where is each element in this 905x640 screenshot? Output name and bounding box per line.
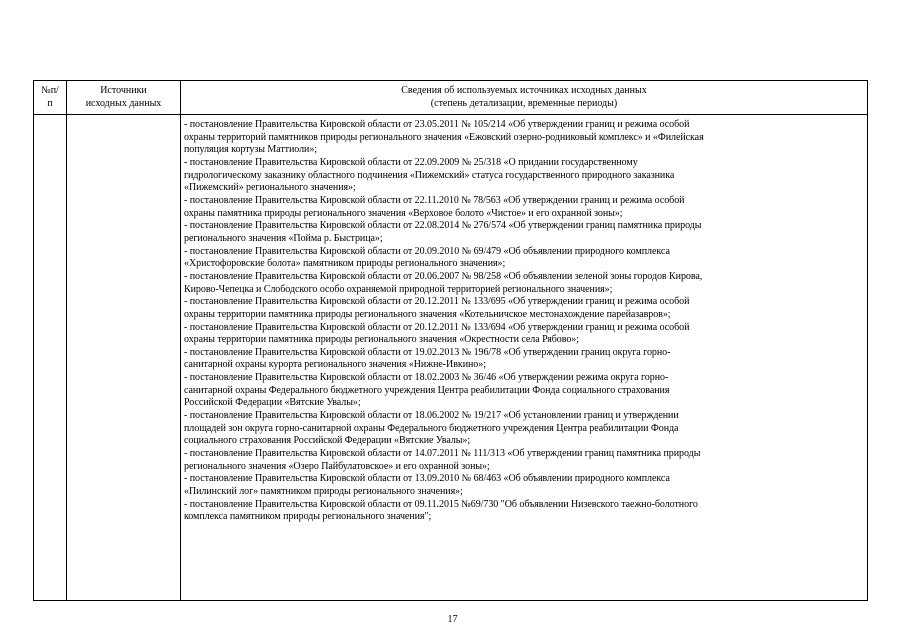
entry-line: Кирово-Чепецка и Слободского особо охраняемой природной территорией регионального значения»; xyxy=(184,283,613,295)
header-info-line2: (степень детализации, временные периоды) xyxy=(430,97,618,109)
entry-line: охраны памятника природы регионального значения «Верховое болото «Чистое» и его охранной зоны»; xyxy=(184,207,623,219)
list-item xyxy=(184,246,864,271)
entry-line: - постановление Правительства Кировской области от 18.02.2003 № 36/46 «Об утверждении режима округа горно- xyxy=(184,372,669,384)
table-header-row xyxy=(34,81,868,115)
header-number-line2: п xyxy=(47,97,53,109)
entry-line: площадей зон округа горно-санитарной охраны Федерального бюджетного учреждения Центра реабилитации Фонда xyxy=(184,422,679,434)
entry-line: охраны территории памятника природы регионального значения «Котельничское местонахождение парейазавров»; xyxy=(184,308,671,320)
entry-line: - постановление Правительства Кировской области от 20.12.2011 № 133/695 «Об утверждении границ и режима особой xyxy=(184,296,690,308)
list-item xyxy=(184,119,864,157)
list-item xyxy=(184,499,864,524)
entry-line: - постановление Правительства Кировской области от 19.02.2013 № 196/78 «Об утверждении границ округа горно- xyxy=(184,346,671,358)
entry-line: популяция кортузы Маттиоли»; xyxy=(184,144,318,156)
row-info-cell xyxy=(181,115,868,601)
entry-line: санитарной охраны Федерального бюджетного учреждения Центра реабилитации Фонда социального страхования xyxy=(184,384,670,396)
entry-line: - постановление Правительства Кировской области от 20.12.2011 № 133/694 «Об утверждении границ и режима особой xyxy=(184,321,690,333)
header-info xyxy=(181,81,868,115)
entry-line: - постановление Правительства Кировской области от 22.11.2010 № 78/563 «Об утверждении границ и режима особой xyxy=(184,194,685,206)
entry-line: - постановление Правительства Кировской области от 22.08.2014 № 276/574 «Об утверждении границ памятника природы xyxy=(184,220,702,232)
entry-line: «Пилинский лог» памятником природы регионального значения»; xyxy=(184,486,463,498)
list-item xyxy=(184,448,864,473)
entry-line: «Христофоровские болота» памятником природы регионального значения»; xyxy=(184,258,506,270)
list-item xyxy=(184,195,864,220)
entries-list xyxy=(184,119,864,524)
entry-line: - постановление Правительства Кировской области от 20.09.2010 № 69/479 «Об объявлении природного комплекса xyxy=(184,245,670,257)
list-item xyxy=(184,473,864,498)
header-sources xyxy=(67,81,181,115)
entry-line: - постановление Правительства Кировской области от 22.09.2009 № 25/318 «О придании государственному xyxy=(184,156,638,168)
entry-line: охраны территории памятника природы регионального значения «Окрестности села Рябово»; xyxy=(184,334,579,346)
header-number-line1: №п/ xyxy=(41,85,59,96)
entry-line: регионального значения «Озеро Пайбулатовское» и его охранной зоны»; xyxy=(184,460,490,472)
header-sources-line2: исходных данных xyxy=(85,97,162,109)
table-row xyxy=(34,115,868,601)
entry-line: - постановление Правительства Кировской области от 14.07.2011 № 111/313 «Об утверждении границ памятника природы xyxy=(184,448,701,460)
header-number xyxy=(34,81,67,115)
header-info-line1: Сведения об используемых источниках исходных данных xyxy=(401,85,647,96)
list-item xyxy=(184,296,864,321)
entry-line: - постановление Правительства Кировской области от 20.06.2007 № 98/258 «Об объявлении зеленой зоны городов Кирова, xyxy=(184,270,703,282)
row-number-cell xyxy=(34,115,67,601)
entry-line: «Пижемский» регионального значения»; xyxy=(184,182,356,194)
entry-line: регионального значения «Пойма р. Быстрица»; xyxy=(184,232,383,244)
list-item xyxy=(184,322,864,347)
entry-line: - постановление Правительства Кировской области от 13.09.2010 № 68/463 «Об объявлении природного комплекса xyxy=(184,473,670,485)
list-item xyxy=(184,410,864,448)
entry-line: - постановление Правительства Кировской области от 09.11.2015 №69/730 "Об объявлении Низевского таежно-болотного xyxy=(184,498,698,510)
entry-line: гидрологическому заказнику областного подчинения «Пижемский» статуса государственного природного заказника xyxy=(184,169,675,181)
sources-table xyxy=(33,80,868,601)
list-item xyxy=(184,372,864,410)
entry-line: социального страхования Российской Федерации «Вятские Увалы»; xyxy=(184,435,471,447)
entry-line: санитарной охраны курорта регионального значения «Нижне-Ивкино»; xyxy=(184,359,486,371)
entry-line: охраны территорий памятников природы регионального значения «Ежовский озерно-родниковый комплекс» и «Филейская xyxy=(184,131,704,143)
list-item xyxy=(184,271,864,296)
page-number: 17 xyxy=(447,614,458,625)
row-source-cell xyxy=(67,115,181,601)
entry-line: - постановление Правительства Кировской области от 23.05.2011 № 105/214 «Об утверждении границ и режима особой xyxy=(184,119,690,130)
list-item xyxy=(184,157,864,195)
entry-line: комплекса памятником природы регионального значения"; xyxy=(184,511,432,523)
list-item xyxy=(184,220,864,245)
entry-line: Российской Федерации «Вятские Увалы»; xyxy=(184,397,361,409)
entry-line: - постановление Правительства Кировской области от 18.06.2002 № 19/217 «Об установлении границ и утверждении xyxy=(184,410,679,422)
header-sources-line1: Источники xyxy=(100,85,147,96)
list-item xyxy=(184,347,864,372)
